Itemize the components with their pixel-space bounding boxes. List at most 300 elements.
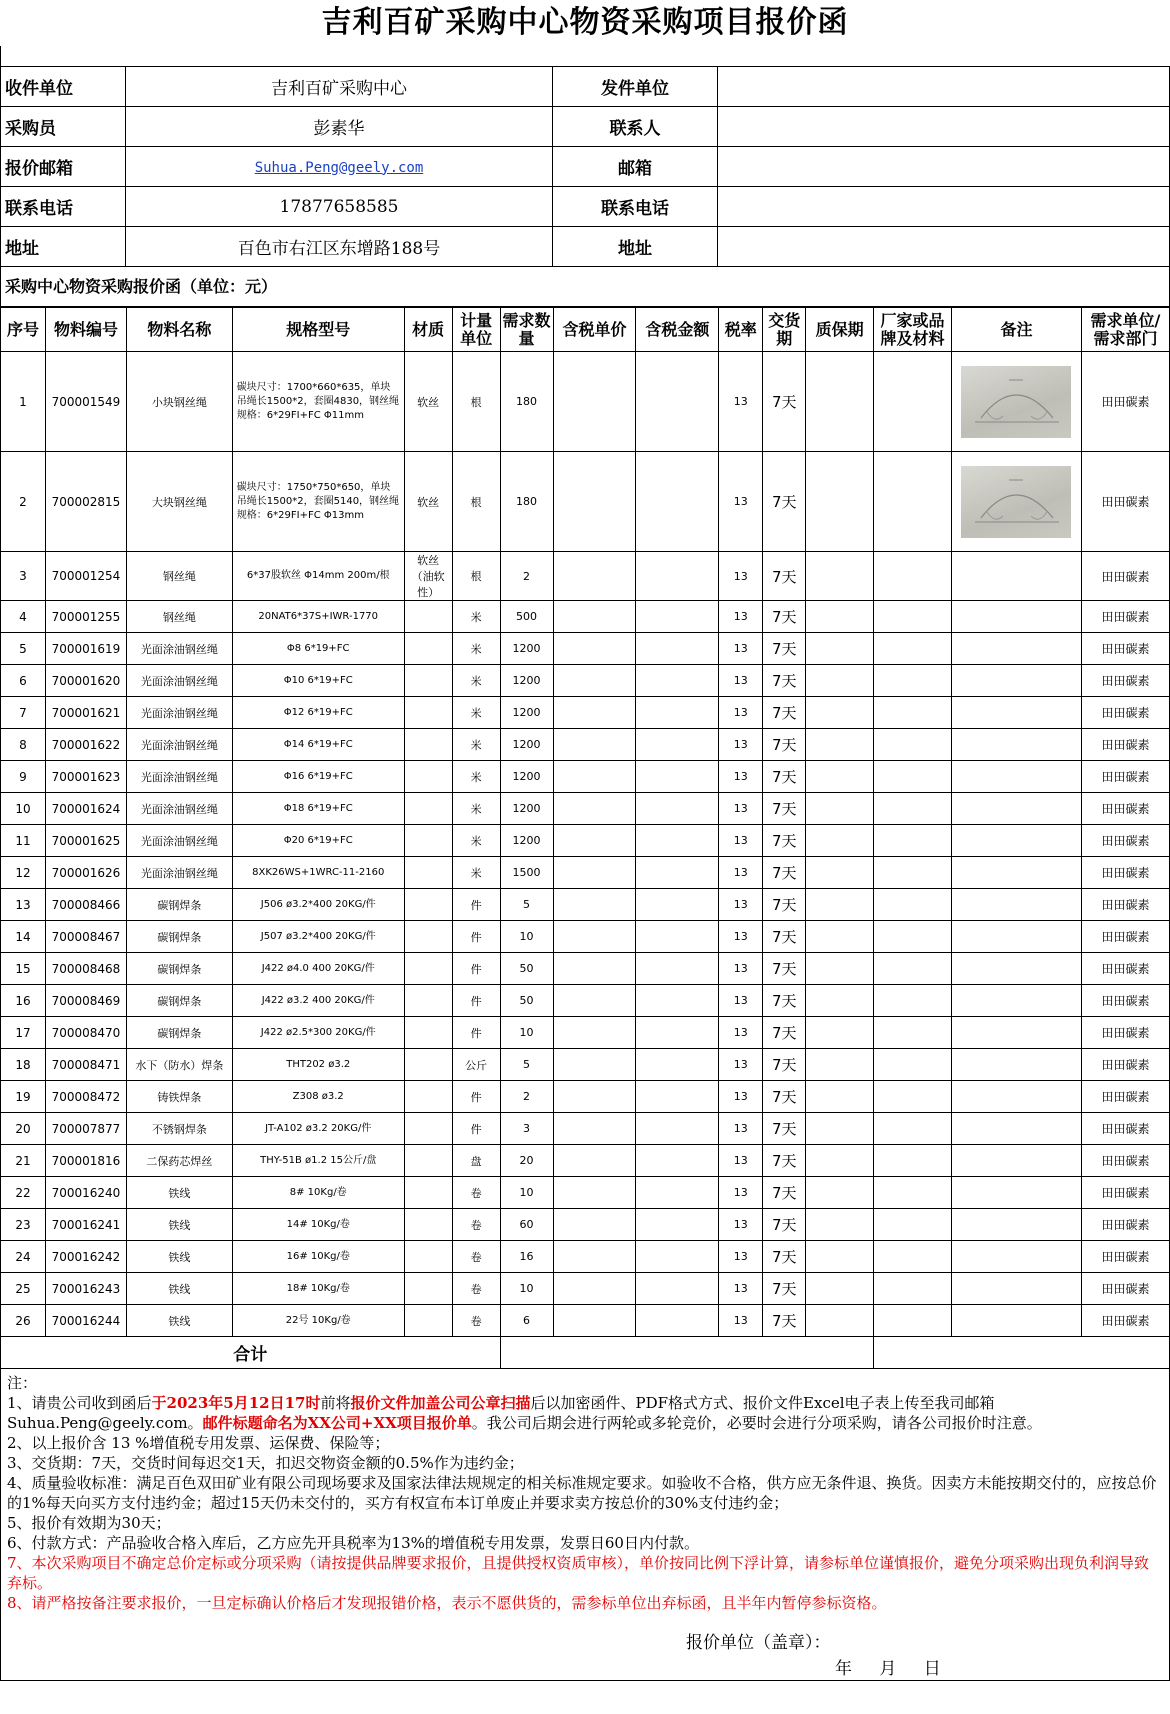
cell-unit: 件 [452,953,500,985]
cell-amount[interactable] [636,665,719,697]
total-label: 合计 [1,1337,501,1369]
cell-remark[interactable] [952,793,1082,825]
cell-unit: 件 [452,1113,500,1145]
cell-brand[interactable] [874,1305,952,1337]
cell-material [404,633,452,665]
col-header-code: 物料编号 [45,308,126,352]
cell-delivery: 7天 [763,761,806,793]
cell-remark[interactable] [952,953,1082,985]
cell-code: 700008471 [45,1049,126,1081]
cell-remark[interactable] [952,665,1082,697]
cell-material [404,1049,452,1081]
cell-spec: Φ14 6*19+FC [232,729,404,761]
cell-remark[interactable] [952,1049,1082,1081]
note-1-a: 1、请贵公司收到函后 [7,1394,152,1412]
cell-remark[interactable] [952,761,1082,793]
cell-warranty[interactable] [806,985,874,1017]
cell-qty: 16 [500,1241,553,1273]
cell-seq: 4 [1,601,46,633]
cell-unit-price[interactable] [553,1145,636,1177]
cell-amount[interactable] [636,697,719,729]
cell-qty: 5 [500,889,553,921]
cell-unit-price[interactable] [553,1273,636,1305]
cell-seq: 1 [1,352,46,452]
cell-code: 700001816 [45,1145,126,1177]
cell-code: 700008472 [45,1081,126,1113]
cell-warranty[interactable] [806,761,874,793]
cell-name: 铸铁焊条 [126,1081,232,1113]
cell-amount[interactable] [636,452,719,552]
cell-dept: 田田碳素 [1081,761,1169,793]
cell-unit: 米 [452,601,500,633]
cell-spec: THY-51B ø1.2 15公斤/盘 [232,1145,404,1177]
cell-remark[interactable] [952,1177,1082,1209]
cell-name: 不锈钢焊条 [126,1113,232,1145]
cell-unit-price[interactable] [553,857,636,889]
cell-remark[interactable] [952,697,1082,729]
cell-warranty[interactable] [806,1209,874,1241]
cell-tax: 13 [719,633,763,665]
cell-dept: 田田碳素 [1081,953,1169,985]
cell-delivery: 7天 [763,452,806,552]
cell-unit-price[interactable] [553,921,636,953]
cell-code: 700008466 [45,889,126,921]
cell-amount[interactable] [636,857,719,889]
quote-email-link[interactable]: Suhua.Peng@geely.com [254,159,424,176]
cell-unit-price[interactable] [553,352,636,452]
cell-dept: 田田碳素 [1081,985,1169,1017]
cell-remark[interactable] [952,633,1082,665]
phone2-value[interactable] [718,187,1170,227]
cell-tax: 13 [719,1017,763,1049]
cell-material [404,1145,452,1177]
cell-name: 碳钢焊条 [126,1017,232,1049]
cell-name: 铁线 [126,1209,232,1241]
cell-warranty[interactable] [806,1049,874,1081]
cell-name: 光面涂油钢丝绳 [126,857,232,889]
cell-warranty[interactable] [806,1081,874,1113]
cell-seq: 21 [1,1145,46,1177]
cell-spec: Φ16 6*19+FC [232,761,404,793]
phone-value[interactable]: 17877658585 [126,187,553,227]
table-row [1,1273,1170,1305]
cell-tax: 13 [719,761,763,793]
cell-delivery: 7天 [763,793,806,825]
cell-remark[interactable] [952,1305,1082,1337]
cell-warranty[interactable] [806,1273,874,1305]
cell-remark[interactable] [952,985,1082,1017]
cell-brand[interactable] [874,921,952,953]
cell-unit-price[interactable] [553,729,636,761]
cell-warranty[interactable] [806,633,874,665]
cell-spec: J422 ø2.5*300 20KG/件 [232,1017,404,1049]
cell-amount[interactable] [636,1305,719,1337]
note-1-g: 。我公司后期会进行两轮或多轮竞价，必要时会进行分项采购，请各公司报价时注意。 [471,1414,1042,1432]
cell-unit-price[interactable] [553,889,636,921]
cell-code: 700001622 [45,729,126,761]
cell-unit: 件 [452,1081,500,1113]
cell-tax: 13 [719,1305,763,1337]
cell-name: 二保药芯焊丝 [126,1145,232,1177]
cell-remark[interactable] [952,1017,1082,1049]
cell-name: 碳钢焊条 [126,921,232,953]
buyer-value[interactable]: 彭素华 [126,107,553,147]
cell-amount[interactable] [636,729,719,761]
cell-delivery: 7天 [763,1305,806,1337]
cell-tax: 13 [719,1113,763,1145]
cell-qty: 1200 [500,729,553,761]
cell-seq: 2 [1,452,46,552]
signature-date: 年 月 日 [835,1659,941,1679]
cell-seq: 24 [1,1241,46,1273]
cell-amount[interactable] [636,1273,719,1305]
cell-delivery: 7天 [763,665,806,697]
cell-brand[interactable] [874,552,952,601]
address-value[interactable]: 百色市右江区东增路188号 [126,227,553,267]
cell-spec: J507 ø3.2*400 20KG/件 [232,921,404,953]
cell-brand[interactable] [874,1049,952,1081]
cell-amount[interactable] [636,953,719,985]
cell-code: 700001254 [45,552,126,601]
cell-warranty[interactable] [806,729,874,761]
cell-unit-price[interactable] [553,1017,636,1049]
cell-remark[interactable] [952,1273,1082,1305]
address2-label: 地址 [553,227,718,267]
cell-amount[interactable] [636,601,719,633]
cell-spec: JT-A102 ø3.2 20KG/件 [232,1113,404,1145]
cell-seq: 25 [1,1273,46,1305]
cell-warranty[interactable] [806,1241,874,1273]
cell-spec: 14# 10Kg/卷 [232,1209,404,1241]
cell-warranty[interactable] [806,857,874,889]
table-row [1,452,1170,552]
cell-seq: 8 [1,729,46,761]
cell-delivery: 7天 [763,1049,806,1081]
cell-unit: 卷 [452,1177,500,1209]
cell-tax: 13 [719,1081,763,1113]
cell-seq: 17 [1,1017,46,1049]
cell-brand[interactable] [874,601,952,633]
cell-name: 铁线 [126,1241,232,1273]
cell-unit-price[interactable] [553,1113,636,1145]
cell-dept: 田田碳素 [1081,601,1169,633]
cell-remark[interactable] [952,1081,1082,1113]
cell-unit-price[interactable] [553,552,636,601]
cell-unit-price[interactable] [553,1177,636,1209]
cell-amount[interactable] [636,1017,719,1049]
cell-tax: 13 [719,953,763,985]
cell-brand[interactable] [874,985,952,1017]
cell-tax: 13 [719,1209,763,1241]
cell-unit-price[interactable] [553,761,636,793]
cell-unit: 根 [452,552,500,601]
cell-remark[interactable] [952,1113,1082,1145]
cell-amount[interactable] [636,921,719,953]
address2-value[interactable] [718,227,1170,267]
cell-unit-price[interactable] [553,601,636,633]
cell-material [404,729,452,761]
receiver-value[interactable]: 吉利百矿采购中心 [126,67,553,107]
cell-amount[interactable] [636,1209,719,1241]
cell-material [404,1177,452,1209]
cell-brand[interactable] [874,633,952,665]
cell-warranty[interactable] [806,825,874,857]
cell-warranty[interactable] [806,697,874,729]
cell-tax: 13 [719,452,763,552]
cell-brand[interactable] [874,1241,952,1273]
cell-seq: 19 [1,1081,46,1113]
cell-unit-price[interactable] [553,793,636,825]
table-row [1,1305,1170,1337]
cell-remark[interactable] [952,889,1082,921]
cell-remark[interactable] [952,857,1082,889]
cell-tax: 13 [719,793,763,825]
cell-name: 铁线 [126,1177,232,1209]
cell-code: 700001624 [45,793,126,825]
cell-amount[interactable] [636,1081,719,1113]
cell-amount[interactable] [636,1145,719,1177]
cell-delivery: 7天 [763,1113,806,1145]
cell-remark[interactable] [952,921,1082,953]
cell-remark[interactable] [952,825,1082,857]
header-row-receiver [1,67,1170,107]
cell-amount[interactable] [636,793,719,825]
cell-remark [952,452,1082,552]
cell-unit: 米 [452,857,500,889]
cell-dept: 田田碳素 [1081,729,1169,761]
cell-warranty[interactable] [806,1305,874,1337]
cell-unit-price[interactable] [553,1081,636,1113]
cell-amount[interactable] [636,889,719,921]
note-3: 3、交货期：7天，交货时间每迟交1天，扣迟交物资金额的0.5%作为违约金； [7,1454,524,1472]
cell-unit: 根 [452,352,500,452]
cell-brand[interactable] [874,857,952,889]
cell-warranty[interactable] [806,921,874,953]
cell-unit-price[interactable] [553,953,636,985]
cell-qty: 1200 [500,793,553,825]
cell-material [404,1017,452,1049]
table-row [1,1113,1170,1145]
cell-seq: 11 [1,825,46,857]
total-value[interactable] [500,1337,874,1369]
cell-brand[interactable] [874,1209,952,1241]
table-row [1,1081,1170,1113]
contact-value[interactable] [718,107,1170,147]
cell-brand[interactable] [874,352,952,452]
cell-unit: 米 [452,633,500,665]
cell-tax: 13 [719,1049,763,1081]
table-row [1,921,1170,953]
cell-delivery: 7天 [763,697,806,729]
cell-warranty[interactable] [806,793,874,825]
cell-seq: 3 [1,552,46,601]
cell-qty: 3 [500,1113,553,1145]
remark-photo-image [961,366,1071,438]
table-row [1,985,1170,1017]
cell-unit: 盘 [452,1145,500,1177]
note-8: 8、请严格按备注要求报价，一旦定标确认价格后才发现报错价格，表示不愿供货的，需参标单位出弃标函，且半年内暂停参标资格。 [7,1594,887,1612]
cell-dept: 田田碳素 [1081,1177,1169,1209]
cell-amount[interactable] [636,352,719,452]
cell-warranty[interactable] [806,1177,874,1209]
email-value[interactable] [718,147,1170,187]
cell-amount[interactable] [636,985,719,1017]
cell-dept: 田田碳素 [1081,633,1169,665]
cell-amount[interactable] [636,1049,719,1081]
cell-brand[interactable] [874,1273,952,1305]
cell-amount[interactable] [636,825,719,857]
cell-brand[interactable] [874,1145,952,1177]
cell-unit-price[interactable] [553,1305,636,1337]
table-row [1,825,1170,857]
cell-material: 软丝 [404,452,452,552]
cell-qty: 60 [500,1209,553,1241]
table-row [1,552,1170,601]
cell-remark [952,352,1082,452]
cell-qty: 10 [500,1273,553,1305]
cell-brand[interactable] [874,793,952,825]
cell-delivery: 7天 [763,1241,806,1273]
col-header-unit-price: 含税单价 [553,308,636,352]
cell-unit-price[interactable] [553,452,636,552]
cell-warranty[interactable] [806,889,874,921]
cell-name: 铁线 [126,1273,232,1305]
cell-dept: 田田碳素 [1081,452,1169,552]
cell-dept: 田田碳素 [1081,793,1169,825]
cell-unit: 米 [452,793,500,825]
cell-unit-price[interactable] [553,1209,636,1241]
cell-spec: J422 ø3.2 400 20KG/件 [232,985,404,1017]
cell-brand[interactable] [874,953,952,985]
cell-seq: 12 [1,857,46,889]
cell-code: 700008470 [45,1017,126,1049]
table-row [1,1209,1170,1241]
cell-warranty[interactable] [806,1113,874,1145]
cell-material: 软丝（油软性） [404,552,452,601]
cell-remark[interactable] [952,1145,1082,1177]
cell-unit-price[interactable] [553,665,636,697]
cell-remark[interactable] [952,552,1082,601]
col-header-material: 材质 [404,308,452,352]
cell-remark[interactable] [952,601,1082,633]
cell-brand[interactable] [874,825,952,857]
cell-unit-price[interactable] [553,1241,636,1273]
notes-heading: 注： [7,1374,38,1392]
cell-warranty[interactable] [806,665,874,697]
cell-brand[interactable] [874,452,952,552]
cell-dept: 田田碳素 [1081,1049,1169,1081]
cell-brand[interactable] [874,729,952,761]
cell-unit-price[interactable] [553,697,636,729]
cell-qty: 20 [500,1145,553,1177]
cell-code: 700008469 [45,985,126,1017]
cell-warranty[interactable] [806,953,874,985]
table-row [1,633,1170,665]
cell-delivery: 7天 [763,1273,806,1305]
cell-spec: 6*37股软丝 Φ14mm 200m/根 [232,552,404,601]
cell-unit-price[interactable] [553,1049,636,1081]
cell-material [404,793,452,825]
cell-amount[interactable] [636,633,719,665]
cell-unit-price[interactable] [553,633,636,665]
col-header-amount: 含税金额 [636,308,719,352]
cell-qty: 10 [500,1017,553,1049]
cell-amount[interactable] [636,552,719,601]
cell-material [404,1081,452,1113]
cell-amount[interactable] [636,761,719,793]
cell-qty: 6 [500,1305,553,1337]
cell-warranty[interactable] [806,1017,874,1049]
cell-unit: 卷 [452,1273,500,1305]
header-row-buyer [1,107,1170,147]
cell-material [404,889,452,921]
notes-section [0,1369,1170,1681]
cell-tax: 13 [719,1273,763,1305]
table-row [1,1049,1170,1081]
cell-brand[interactable] [874,1017,952,1049]
cell-name: 光面涂油钢丝绳 [126,761,232,793]
cell-brand[interactable] [874,697,952,729]
cell-seq: 5 [1,633,46,665]
table-row [1,697,1170,729]
cell-warranty[interactable] [806,352,874,452]
contact-label: 联系人 [553,107,718,147]
col-header-spec: 规格型号 [232,308,404,352]
cell-material [404,857,452,889]
cell-tax: 13 [719,825,763,857]
phone2-label: 联系电话 [553,187,718,227]
cell-tax: 13 [719,601,763,633]
cell-qty: 180 [500,452,553,552]
cell-spec: Φ18 6*19+FC [232,793,404,825]
cell-amount[interactable] [636,1241,719,1273]
cell-spec: 碳块尺寸：1750*750*650，单块吊绳长1500*2，套圈5140，钢丝绳规格：6*29FI+FC Φ13mm [232,452,404,552]
cell-material [404,697,452,729]
cell-name: 碳钢焊条 [126,985,232,1017]
cell-brand[interactable] [874,761,952,793]
header-row-address [1,227,1170,267]
total-row [1,1337,1170,1369]
cell-remark[interactable] [952,1241,1082,1273]
cell-qty: 5 [500,1049,553,1081]
cell-material: 软丝 [404,352,452,452]
cell-remark[interactable] [952,1209,1082,1241]
cell-warranty[interactable] [806,601,874,633]
cell-warranty[interactable] [806,552,874,601]
cell-name: 光面涂油钢丝绳 [126,633,232,665]
cell-brand[interactable] [874,665,952,697]
cell-unit-price[interactable] [553,825,636,857]
cell-spec: Φ20 6*19+FC [232,825,404,857]
cell-spec: Φ8 6*19+FC [232,633,404,665]
sender-value[interactable] [718,67,1170,107]
cell-amount[interactable] [636,1113,719,1145]
cell-brand[interactable] [874,1081,952,1113]
cell-dept: 田田碳素 [1081,825,1169,857]
cell-code: 700001549 [45,352,126,452]
cell-warranty[interactable] [806,452,874,552]
cell-amount[interactable] [636,1177,719,1209]
cell-brand[interactable] [874,1113,952,1145]
cell-warranty[interactable] [806,1145,874,1177]
cell-remark[interactable] [952,729,1082,761]
table-row [1,889,1170,921]
cell-brand[interactable] [874,889,952,921]
cell-delivery: 7天 [763,552,806,601]
cell-spec: 16# 10Kg/卷 [232,1241,404,1273]
cell-unit-price[interactable] [553,985,636,1017]
cell-brand[interactable] [874,1177,952,1209]
